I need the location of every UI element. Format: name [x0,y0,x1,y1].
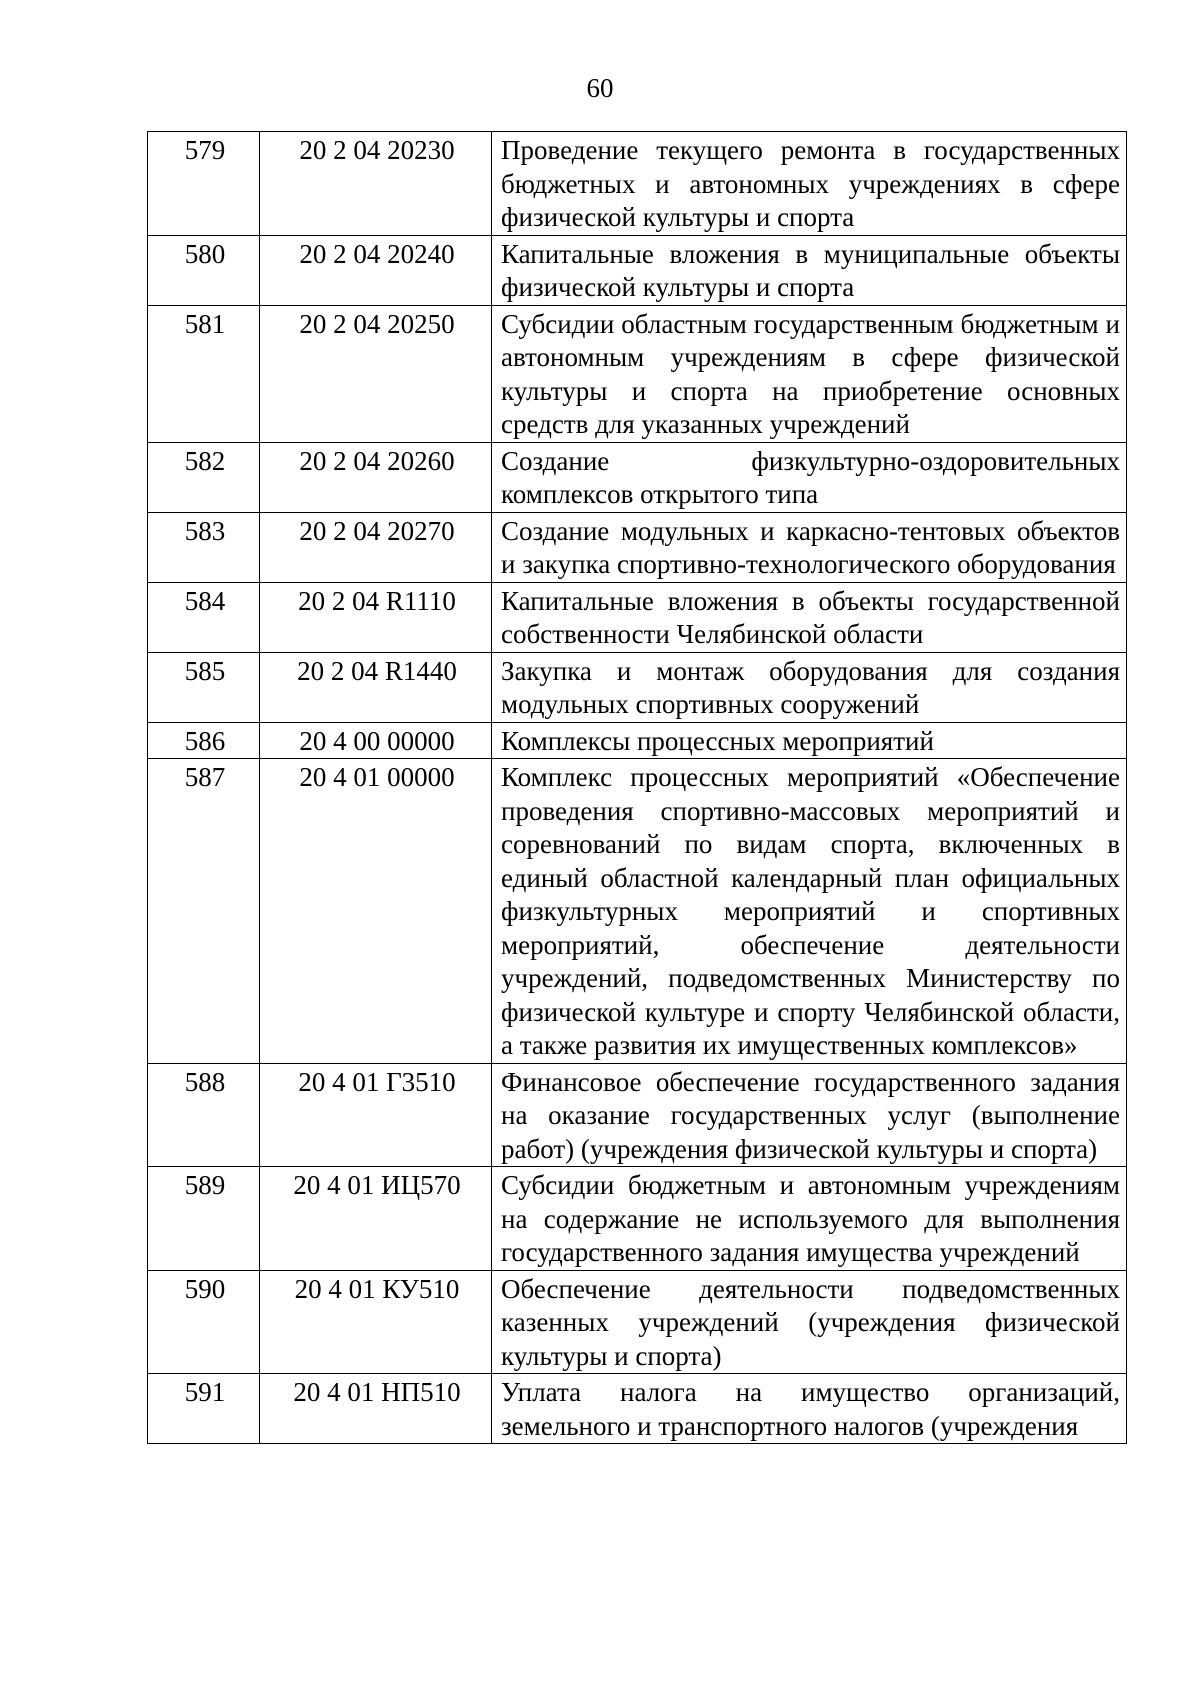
budget-classification-table [147,131,1127,1444]
row-number: 585 [148,652,260,722]
row-number: 590 [148,1270,260,1374]
row-number: 582 [148,442,260,512]
table-row [148,512,1127,582]
expense-description: Проведение текущего ремонта в государственных бюджетных и автономных учреждениях в сфере физической культуры и спорта [492,132,1127,236]
classification-code: 20 2 04 20270 [260,512,492,582]
classification-code: 20 2 04 20240 [260,235,492,305]
expense-description: Финансовое обеспечение государственного задания на оказание государственных услуг (выполнение работ) (учреждения физической культуры и спорта) [492,1063,1127,1167]
table-body [148,132,1127,1444]
classification-code: 20 2 04 20250 [260,305,492,442]
classification-code: 20 4 01 НП510 [260,1374,492,1444]
expense-description: Создание модульных и каркасно-тентовых объектов и закупка спортивно-технологического оборудования [492,512,1127,582]
expense-description: Капитальные вложения в объекты государственной собственности Челябинской области [492,582,1127,652]
row-number: 591 [148,1374,260,1444]
expense-description: Субсидии бюджетным и автономным учреждениям на содержание не используемого для выполнения государственного задания имущества учреждений [492,1167,1127,1271]
row-number: 586 [148,722,260,759]
classification-code: 20 2 04 20260 [260,442,492,512]
expense-description: Субсидии областным государственным бюджетным и автономным учреждениям в сфере физической культуры и спорта на приобретение основных средств для указанных учреждений [492,305,1127,442]
expense-description: Обеспечение деятельности подведомственных казенных учреждений (учреждения физической культуры и спорта) [492,1270,1127,1374]
table-row [148,582,1127,652]
table-row [148,305,1127,442]
row-number: 589 [148,1167,260,1271]
classification-code: 20 4 01 Г3510 [260,1063,492,1167]
table-row [148,1374,1127,1444]
classification-code: 20 2 04 R1440 [260,652,492,722]
row-number: 579 [148,132,260,236]
table-row [148,722,1127,759]
row-number: 583 [148,512,260,582]
classification-code: 20 4 00 00000 [260,722,492,759]
expense-description: Создание физкультурно-оздоровительных комплексов открытого типа [492,442,1127,512]
table-row [148,235,1127,305]
table-row [148,1270,1127,1374]
expense-description: Капитальные вложения в муниципальные объекты физической культуры и спорта [492,235,1127,305]
classification-code: 20 4 01 ИЦ570 [260,1167,492,1271]
table-row [148,1063,1127,1167]
classification-code: 20 2 04 20230 [260,132,492,236]
row-number: 584 [148,582,260,652]
table-row [148,132,1127,236]
row-number: 588 [148,1063,260,1167]
expense-description: Комплексы процессных мероприятий [492,722,1127,759]
page-number: 60 [586,73,614,103]
expense-description: Уплата налога на имущество организаций, земельного и транспортного налогов (учреждения [492,1374,1127,1444]
row-number: 580 [148,235,260,305]
expense-description: Комплекс процессных мероприятий «Обеспечение проведения спортивно-массовых мероприятий и соревнований по видам спорта, включенных в единый областной календарный план официальных физкультурных мероприятий и спортивных мероприятий, обеспечение деятельности учреждений, подведомственных Министерству по физической культуре и спорту Челябинской области, а также развития их имущественных комплексов» [492,759,1127,1064]
classification-code: 20 4 01 КУ510 [260,1270,492,1374]
classification-code: 20 2 04 R1110 [260,582,492,652]
table-row [148,759,1127,1064]
expense-description: Закупка и монтаж оборудования для создания модульных спортивных сооружений [492,652,1127,722]
table-row [148,442,1127,512]
table-row [148,1167,1127,1271]
row-number: 581 [148,305,260,442]
row-number: 587 [148,759,260,1064]
table-row [148,652,1127,722]
classification-code: 20 4 01 00000 [260,759,492,1064]
